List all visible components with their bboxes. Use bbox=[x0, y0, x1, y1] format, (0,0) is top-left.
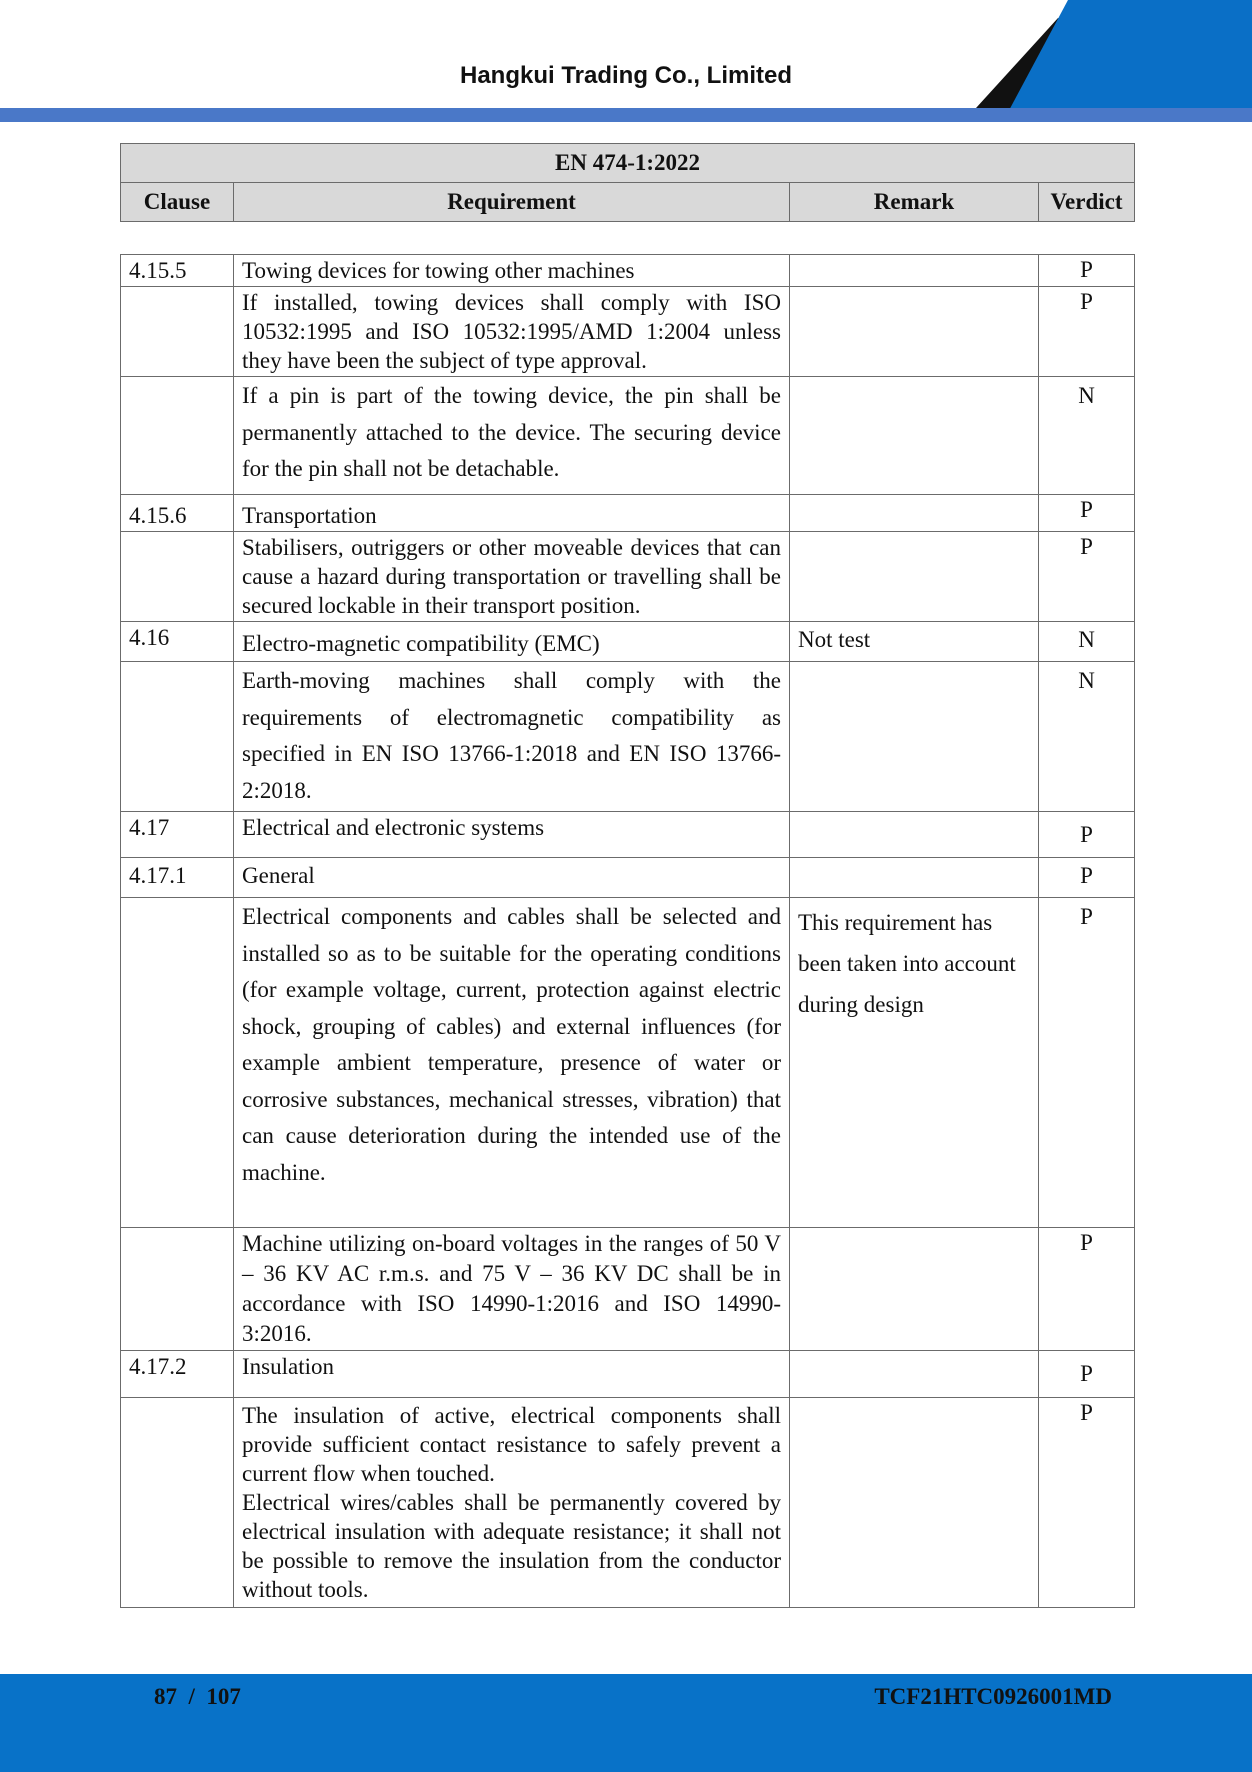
table-row bbox=[121, 495, 1135, 532]
column-header-clause: Clause bbox=[121, 183, 234, 222]
verdict-cell: P bbox=[1039, 898, 1135, 1228]
remark-cell bbox=[790, 858, 1039, 898]
remark-cell: This requirement has been taken into account during design bbox=[790, 898, 1039, 1228]
table-row bbox=[121, 287, 1135, 377]
requirement-cell: General bbox=[234, 858, 790, 898]
column-header-verdict: Verdict bbox=[1039, 183, 1135, 222]
column-header-remark: Remark bbox=[790, 183, 1039, 222]
remark-cell bbox=[790, 255, 1039, 287]
requirement-cell: Stabilisers, outriggers or other moveable devices that can cause a hazard during transportation or travelling shall be secured lockable in their transport position. bbox=[234, 532, 790, 622]
table-row bbox=[121, 1228, 1135, 1351]
clause-cell: 4.17 bbox=[121, 812, 234, 858]
clause-cell: 4.16 bbox=[121, 622, 234, 662]
clause-cell bbox=[121, 662, 234, 812]
requirement-cell: Insulation bbox=[234, 1351, 790, 1398]
requirement-paragraph: Electrical wires/cables shall be permanently covered by electrical insulation with adequate resistance; it shall not be possible to remove the insulation from the conductor without tools. bbox=[242, 1490, 781, 1602]
table-row bbox=[121, 858, 1135, 898]
column-header-requirement: Requirement bbox=[234, 183, 790, 222]
remark-cell bbox=[790, 377, 1039, 495]
company-name: Hangkui Trading Co., Limited bbox=[459, 62, 792, 89]
verdict-cell: P bbox=[1039, 1228, 1135, 1351]
requirement-cell: If installed, towing devices shall comply with ISO 10532:1995 and ISO 10532:1995/AMD 1:2004 unless they have been the subject of type approval. bbox=[234, 287, 790, 377]
verdict-cell: P bbox=[1039, 812, 1135, 858]
table-row bbox=[121, 898, 1135, 1228]
table-row bbox=[121, 812, 1135, 858]
table-row bbox=[121, 255, 1135, 287]
requirement-cell: Electro-magnetic compatibility (EMC) bbox=[234, 622, 790, 662]
verdict-cell: P bbox=[1039, 495, 1135, 532]
remark-cell bbox=[790, 287, 1039, 377]
verdict-cell: P bbox=[1039, 858, 1135, 898]
remark-cell bbox=[790, 1398, 1039, 1608]
requirement-paragraph: The insulation of active, electrical components shall provide sufficient contact resistance to safely prevent a current flow when touched. bbox=[242, 1403, 781, 1486]
verdict-cell: P bbox=[1039, 1398, 1135, 1608]
table-row bbox=[121, 532, 1135, 622]
clause-cell bbox=[121, 532, 234, 622]
remark-cell bbox=[790, 662, 1039, 812]
remark-cell bbox=[790, 1228, 1039, 1351]
requirement-cell: Electrical and electronic systems bbox=[234, 812, 790, 858]
table-row bbox=[121, 622, 1135, 662]
remark-cell bbox=[790, 532, 1039, 622]
requirement-cell: Earth-moving machines shall comply with the requirements of electromagnetic compatibility as specified in EN ISO 13766-1:2018 and EN ISO 13766-2:2018. bbox=[234, 662, 790, 812]
page-number: 87 / 107 bbox=[154, 1684, 241, 1709]
requirement-cell: If a pin is part of the towing device, the pin shall be permanently attached to the device. The securing device for the pin shall not be detachable. bbox=[234, 377, 790, 495]
header-corner-graphic bbox=[0, 0, 1252, 125]
verdict-cell: N bbox=[1039, 662, 1135, 812]
verdict-cell: N bbox=[1039, 377, 1135, 495]
table-header bbox=[120, 143, 1135, 222]
clause-cell bbox=[121, 377, 234, 495]
clause-cell bbox=[121, 287, 234, 377]
document-number: TCF21HTC0926001MD bbox=[874, 1684, 1112, 1709]
clause-cell bbox=[121, 1228, 234, 1351]
table-row bbox=[121, 662, 1135, 812]
verdict-cell: P bbox=[1039, 287, 1135, 377]
clause-cell: 4.15.5 bbox=[121, 255, 234, 287]
header-band bbox=[0, 108, 1252, 122]
clause-cell bbox=[121, 1398, 234, 1608]
clause-cell: 4.15.6 bbox=[121, 495, 234, 532]
standard-title: EN 474-1:2022 bbox=[121, 144, 1135, 183]
requirement-cell: Towing devices for towing other machines bbox=[234, 255, 790, 287]
table-row bbox=[121, 377, 1135, 495]
verdict-cell: P bbox=[1039, 532, 1135, 622]
table-row bbox=[121, 1398, 1135, 1608]
remark-cell bbox=[790, 812, 1039, 858]
requirement-cell: Machine utilizing on-board voltages in the ranges of 50 V ‒ 36 KV AC r.m.s. and 75 V ‒ 36 KV DC shall be in accordance with ISO 14990-1:2016 and ISO 14990-3:2016. bbox=[234, 1228, 790, 1351]
clause-cell: 4.17.2 bbox=[121, 1351, 234, 1398]
verdict-cell: P bbox=[1039, 255, 1135, 287]
remark-cell: Not test bbox=[790, 622, 1039, 662]
clause-cell: 4.17.1 bbox=[121, 858, 234, 898]
verdict-cell: P bbox=[1039, 1351, 1135, 1398]
clause-table bbox=[120, 254, 1135, 1608]
table-row bbox=[121, 1351, 1135, 1398]
remark-cell bbox=[790, 1351, 1039, 1398]
requirement-cell: Transportation bbox=[234, 495, 790, 532]
remark-cell bbox=[790, 495, 1039, 532]
verdict-cell: N bbox=[1039, 622, 1135, 662]
requirement-cell: Electrical components and cables shall be selected and installed so as to be suitable for the operating conditions (for example voltage, current, protection against electric shock, grouping of cables) and external influences (for example ambient temperature, presence of water or corrosive substances, mechanical stresses, vibration) that can cause deterioration during the intended use of the machine. bbox=[234, 898, 790, 1228]
clause-cell bbox=[121, 898, 234, 1228]
